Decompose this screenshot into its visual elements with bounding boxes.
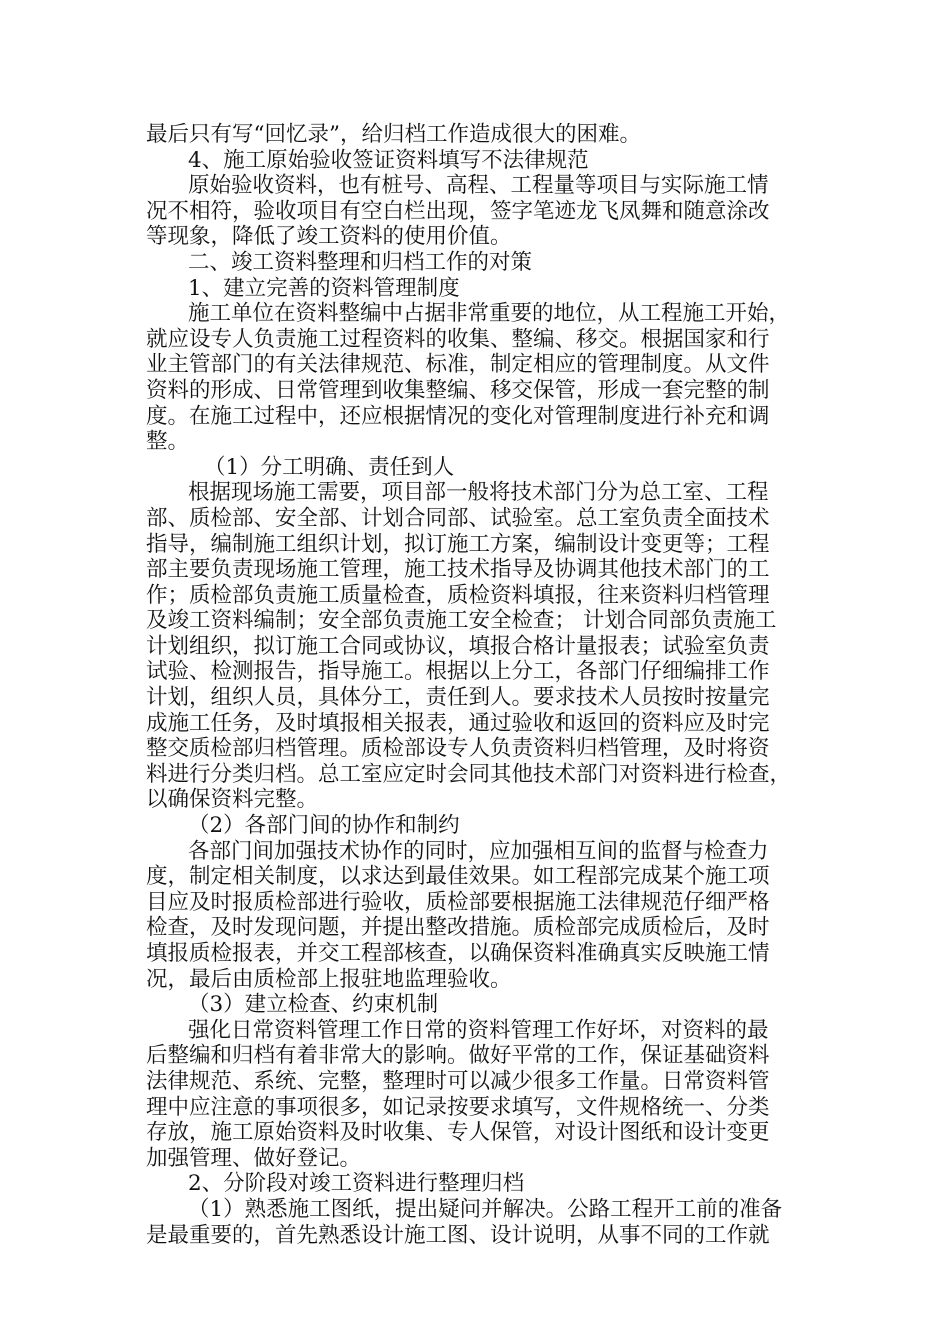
text-line: 法律规范、系统、完整，整理时可以减少很多工作量。日常资料管 <box>146 1068 770 1094</box>
text-line: 4、施工原始验收签证资料填写不法律规范 <box>188 147 589 173</box>
text-line: 理中应注意的事项很多，如记录按要求填写，文件规格统一、分类 <box>146 1094 770 1120</box>
document-page <box>146 122 806 1248</box>
text-line: 存放，施工原始资料及时收集、专人保管，对设计图纸和设计变更 <box>146 1120 770 1146</box>
text-line: 是最重要的，首先熟悉设计施工图、设计说明，从事不同的工作就 <box>146 1222 770 1248</box>
text-line: 根据现场施工需要，项目部一般将技术部门分为总工室、工程 <box>188 480 769 506</box>
text-line: 试验、检测报告，指导施工。根据以上分工，各部门仔细编排工作 <box>146 659 770 685</box>
text-line: 2、分阶段对竣工资料进行整理归档 <box>188 1171 525 1197</box>
text-line: （3）建立检查、约束机制 <box>188 992 439 1018</box>
text-line: 整交质检部归档管理。质检部设专人负责资料归档管理，及时将资 <box>146 736 770 762</box>
text-line: 强化日常资料管理工作日常的资料管理工作好坏，对资料的最 <box>188 1017 769 1043</box>
text-line: 后整编和归档有着非常大的影响。做好平常的工作，保证基础资料 <box>146 1043 770 1069</box>
text-line: （1）分工明确、责任到人 <box>204 454 455 480</box>
text-line: 最后只有写“回忆录”，给归档工作造成很大的困难。 <box>146 122 641 147</box>
text-line: 整。 <box>146 429 190 455</box>
text-line: 等现象，降低了竣工资料的使用价值。 <box>146 224 512 250</box>
text-line: 作；质检部负责施工质量检查，质检资料填报，往来资料归档管理 <box>146 582 770 608</box>
text-line: 资料的形成、日常管理到收集整编、移交保管，形成一套完整的制 <box>146 377 770 403</box>
text-line: 原始验收资料，也有桩号、高程、工程量等项目与实际施工情 <box>188 173 769 199</box>
text-line: 二、竣工资料整理和归档工作的对策 <box>188 249 533 275</box>
text-line: 度。在施工过程中，还应根据情况的变化对管理制度进行补充和调 <box>146 403 770 429</box>
text-line: 业主管部门的有关法律规范、标准，制定相应的管理制度。从文件 <box>146 352 770 378</box>
text-line: 加强管理、做好登记。 <box>146 1145 362 1171</box>
text-line: 目应及时报质检部进行验收，质检部要根据施工法律规范仔细严格 <box>146 889 770 915</box>
text-line: 况不相符，验收项目有空白栏出现，签字笔迹龙飞凤舞和随意涂改 <box>146 198 770 224</box>
text-line: 部、质检部、安全部、计划合同部、试验室。总工室负责全面技术 <box>146 505 770 531</box>
text-line: 度，制定相关制度，以求达到最佳效果。如工程部完成某个施工项 <box>146 864 770 890</box>
text-line: 就应设专人负责施工过程资料的收集、整编、移交。根据国家和行 <box>146 326 770 352</box>
text-line: 及竣工资料编制；安全部负责施工安全检查； 计划合同部负责施工 <box>146 608 777 634</box>
text-line: （1）熟悉施工图纸，提出疑问并解决。公路工程开工前的准备 <box>188 1196 783 1222</box>
text-line: 计划组织，拟订施工合同或协议，填报合格计量报表；试验室负责 <box>146 633 770 659</box>
text-line: 1、建立完善的资料管理制度 <box>188 275 460 301</box>
document-body <box>146 122 806 1248</box>
text-line: 料进行分类归档。总工室应定时会同其他技术部门对资料进行检查， <box>146 761 792 787</box>
text-line: 成施工任务，及时填报相关报表，通过验收和返回的资料应及时完 <box>146 710 770 736</box>
text-line: 各部门间加强技术协作的同时，应加强相互间的监督与检查力 <box>188 838 769 864</box>
text-line: 检查，及时发现问题，并提出整改措施。质检部完成质检后，及时 <box>146 915 770 941</box>
text-line: 施工单位在资料整编中占据非常重要的地位，从工程施工开始， <box>188 301 791 327</box>
text-line: 指导，编制施工组织计划，拟订施工方案，编制设计变更等；工程 <box>146 531 770 557</box>
text-line: 填报质检报表，并交工程部核查，以确保资料准确真实反映施工情 <box>146 941 770 966</box>
text-line: 况，最后由质检部上报驻地监理验收。 <box>146 966 512 992</box>
text-line: （2）各部门间的协作和制约 <box>188 813 460 839</box>
text-line: 以确保资料完整。 <box>146 787 319 813</box>
text-line: 计划，组织人员，具体分工，责任到人。要求技术人员按时按量完 <box>146 685 770 711</box>
text-line: 部主要负责现场施工管理，施工技术指导及协调其他技术部门的工 <box>146 557 770 583</box>
